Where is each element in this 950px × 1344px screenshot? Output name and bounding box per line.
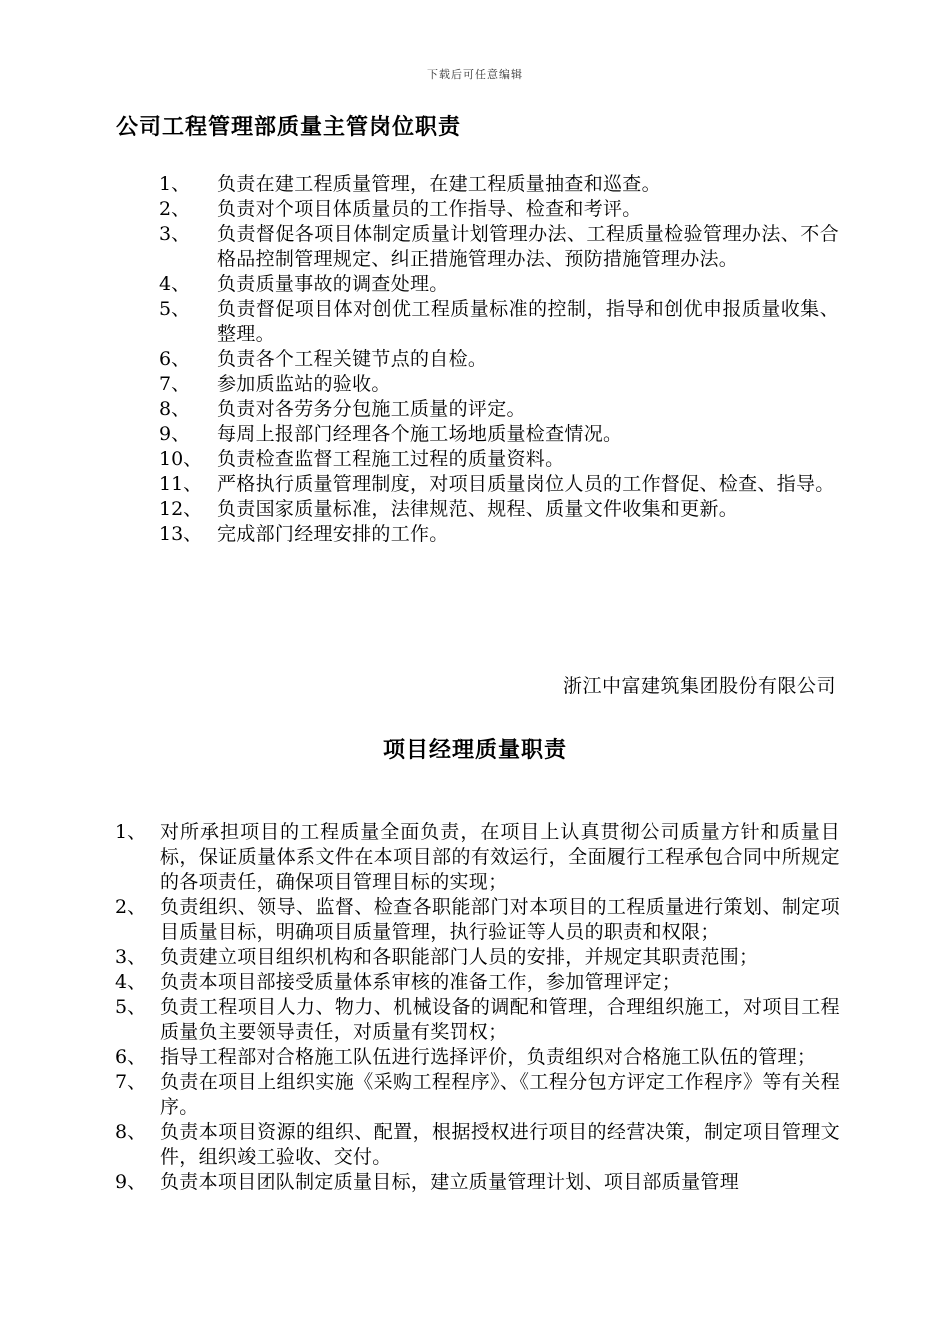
list-item — [115, 995, 840, 1045]
item-text: 负责国家质量标准，法律规范、规程、质量文件收集和更新。 — [217, 498, 739, 520]
item-text: 负责本项目团队制定质量目标，建立质量管理计划、项目部质量管理 — [160, 1171, 740, 1193]
list-item — [159, 422, 839, 447]
section1-title: 公司工程管理部质量主管岗位职责 — [116, 114, 462, 140]
list-item — [115, 1120, 840, 1170]
item-text: 负责对各劳务分包施工质量的评定。 — [217, 398, 526, 420]
item-number: 1、 — [115, 821, 147, 843]
item-number: 8、 — [159, 398, 191, 420]
section2-list — [115, 820, 840, 1195]
item-text: 负责质量事故的调查处理。 — [217, 273, 449, 295]
item-number: 6、 — [115, 1046, 147, 1068]
list-item — [115, 1170, 840, 1195]
list-item — [115, 1070, 840, 1120]
item-number: 4、 — [115, 971, 147, 993]
item-text: 严格执行质量管理制度，对项目质量岗位人员的工作督促、检查、指导。 — [217, 473, 835, 495]
list-item — [159, 447, 839, 472]
item-number: 3、 — [115, 946, 147, 968]
item-number: 2、 — [115, 896, 147, 918]
item-number: 5、 — [115, 996, 147, 1018]
item-text: 负责工程项目人力、物力、机械设备的调配和管理，合理组织施工，对项目工程质量负主要领导责任，对质量有奖罚权； — [160, 996, 840, 1043]
item-number: 3、 — [159, 223, 191, 245]
item-text: 指导工程部对合格施工队伍进行选择评价，负责组织对合格施工队伍的管理； — [160, 1046, 817, 1068]
list-item — [159, 522, 839, 547]
item-text: 参加质监站的验收。 — [217, 373, 391, 395]
list-item — [159, 347, 839, 372]
item-number: 9、 — [115, 1171, 147, 1193]
item-number: 2、 — [159, 198, 191, 220]
header-note: 下载后可任意编辑 — [427, 68, 523, 81]
list-item — [159, 172, 839, 197]
item-number: 6、 — [159, 348, 191, 370]
item-number: 5、 — [159, 298, 191, 320]
list-item — [115, 945, 840, 970]
list-item — [159, 197, 839, 222]
list-item — [159, 397, 839, 422]
item-text: 每周上报部门经理各个施工场地质量检查情况。 — [217, 423, 623, 445]
item-text: 负责本项目资源的组织、配置，根据授权进行项目的经营决策，制定项目管理文件，组织竣工验收、交付。 — [160, 1121, 840, 1168]
list-item — [115, 895, 840, 945]
item-text: 负责在项目上组织实施《采购工程程序》、《工程分包方评定工作程序》等有关程序。 — [160, 1071, 840, 1118]
item-text: 负责督促项目体对创优工程质量标准的控制，指导和创优申报质量收集、整理。 — [217, 298, 839, 345]
list-item — [159, 222, 839, 272]
list-item — [159, 372, 839, 397]
item-text: 负责建立项目组织机构和各职能部门人员的安排，并规定其职责范围； — [160, 946, 759, 968]
item-text: 负责对个项目体质量员的工作指导、检查和考评。 — [217, 198, 642, 220]
item-number: 4、 — [159, 273, 191, 295]
item-text: 负责检查监督工程施工过程的质量资料。 — [217, 448, 565, 470]
item-number: 12、 — [159, 498, 203, 520]
list-item — [115, 970, 840, 995]
item-number: 11、 — [159, 473, 203, 495]
item-text: 负责在建工程质量管理，在建工程质量抽查和巡查。 — [217, 173, 661, 195]
item-text: 负责督促各项目体制定质量计划管理办法、工程质量检验管理办法、不合格品控制管理规定、纠正措施管理办法、预防措施管理办法。 — [217, 223, 839, 270]
company-name: 浙江中富建筑集团股份有限公司 — [562, 675, 836, 697]
item-number: 7、 — [115, 1071, 147, 1093]
item-number: 9、 — [159, 423, 191, 445]
item-number: 13、 — [159, 523, 203, 545]
list-item — [159, 472, 839, 497]
list-item — [115, 820, 840, 895]
item-text: 负责组织、领导、监督、检查各职能部门对本项目的工程质量进行策划、制定项目质量目标，明确项目质量管理，执行验证等人员的职责和权限； — [160, 896, 840, 943]
item-number: 1、 — [159, 173, 191, 195]
item-number: 7、 — [159, 373, 191, 395]
list-item — [159, 272, 839, 297]
section2-title: 项目经理质量职责 — [382, 737, 567, 763]
item-text: 负责本项目部接受质量体系审核的准备工作，参加管理评定； — [160, 971, 682, 993]
item-text: 对所承担项目的工程质量全面负责，在项目上认真贯彻公司质量方针和质量目标，保证质量体系文件在本项目部的有效运行，全面履行工程承包合同中所规定的各项责任，确保项目管理目标的实现； — [160, 821, 840, 893]
list-item — [159, 497, 839, 522]
item-text: 负责各个工程关键节点的自检。 — [217, 348, 488, 370]
list-item — [115, 1045, 840, 1070]
item-number: 8、 — [115, 1121, 147, 1143]
item-number: 10、 — [159, 448, 203, 470]
section1-list — [159, 172, 839, 547]
item-text: 完成部门经理安排的工作。 — [217, 523, 449, 545]
list-item — [159, 297, 839, 347]
